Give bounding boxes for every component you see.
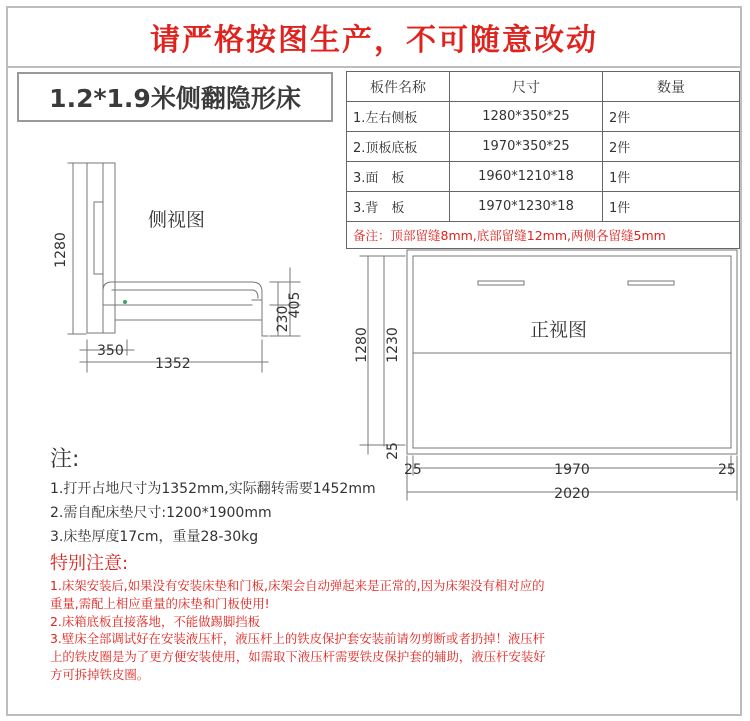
header-name: 板件名称 [347, 72, 450, 102]
side-cabinet-panel [103, 163, 115, 333]
dim-405: 405 [287, 291, 303, 319]
dim-2020: 2020 [554, 486, 590, 502]
part-size: 1280*350*25 [450, 102, 603, 132]
note-item: 3.床垫厚度17cm，重量28-30kg [50, 529, 259, 545]
front-cabinet-outer [407, 250, 737, 454]
special-title: 特别注意: [50, 553, 129, 574]
special-line: 重量,需配上相应重量的床垫和门板使用! [50, 595, 270, 611]
dim-bottom-25: 25 [385, 442, 401, 460]
part-qty: 2件 [603, 102, 740, 132]
special-line: 3.壁床全部调试好在安装液压杆，液压杆上的铁皮保护套安装前请勿剪断或者扔掉！液压杆 [50, 631, 546, 647]
dim-350: 350 [97, 343, 124, 359]
dim-right-25: 25 [718, 462, 736, 478]
notes-title: 注: [50, 447, 80, 472]
part-name: 3.面 板 [347, 162, 450, 192]
banner-text: 请严格按图生产，不可随意改动 [150, 23, 598, 58]
part-size: 1970*1230*18 [450, 192, 603, 222]
special-line: 方可拆掉铁皮圈。 [50, 666, 150, 682]
dim-1230: 1230 [385, 327, 401, 363]
special-notes [50, 577, 546, 684]
part-qty: 2件 [603, 132, 740, 162]
dim-1280: 1280 [53, 232, 69, 268]
part-name: 2.顶板底板 [347, 132, 450, 162]
product-title: 1.2*1.9米侧翻隐形床 [49, 84, 301, 113]
part-size: 1960*1210*18 [450, 162, 603, 192]
dim-left-25: 25 [404, 462, 422, 478]
note-item: 1.打开占地尺寸为1352mm,实际翻转需要1452mm [50, 481, 376, 497]
side-view-dim-text [53, 232, 303, 372]
special-line: 1.床架安装后,如果没有安装床垫和门板,床架会自动弹起来是正常的,因为床架没有相对应的 [50, 578, 545, 593]
part-qty: 1件 [603, 162, 740, 192]
table-note: 备注：顶部留缝8mm,底部留缝12mm,两侧各留缝5mm [347, 222, 740, 249]
side-mattress-top [112, 290, 258, 298]
header-qty: 数量 [603, 72, 740, 102]
part-name: 3.背 板 [347, 192, 450, 222]
part-name: 1.左右侧板 [347, 102, 450, 132]
dim-1970: 1970 [554, 462, 590, 478]
dim-1352: 1352 [155, 356, 191, 372]
front-cabinet-inner [413, 256, 731, 448]
front-handle-left [478, 281, 524, 285]
dim-230: 230 [275, 305, 291, 333]
special-line: 2.床箱底板直接落地，不能做踢脚挡板 [50, 613, 261, 629]
side-handle-slot [94, 202, 103, 274]
front-handle-right [628, 281, 674, 285]
dim-1280: 1280 [354, 327, 370, 363]
special-line: 上的铁皮圈是为了更方便安装使用，如需取下液压杆需要铁皮保护套的辅助，液压杆安装好 [50, 649, 546, 665]
side-view-drawing [68, 163, 300, 372]
front-view-label: 正视图 [530, 319, 588, 341]
part-size: 1970*350*25 [450, 132, 603, 162]
header-size: 尺寸 [450, 72, 603, 102]
side-cabinet-back [87, 163, 103, 333]
note-item: 2.需自配床垫尺寸:1200*1900mm [50, 505, 272, 521]
hinge-dot [123, 300, 127, 304]
side-view-label: 侧视图 [148, 209, 206, 231]
part-qty: 1件 [603, 192, 740, 222]
